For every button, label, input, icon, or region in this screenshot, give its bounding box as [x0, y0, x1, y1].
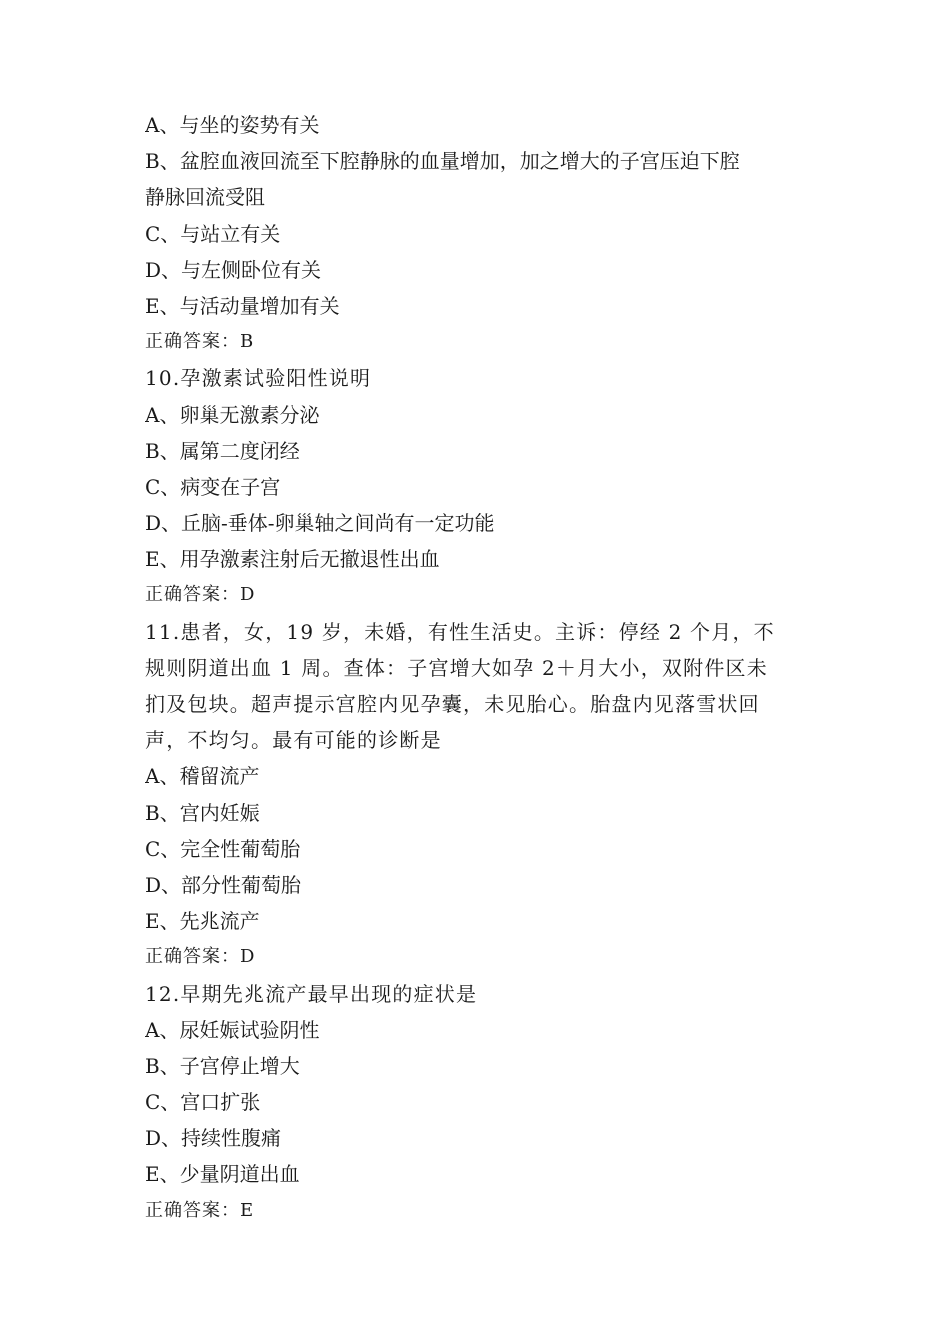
question-stem: 11.患者，女，19 岁，未婚，有性生活史。主诉：停经 2 个月，不 — [145, 619, 775, 644]
answer-line: 正确答案：D — [145, 946, 256, 968]
option-line: D、与左侧卧位有关 — [145, 257, 322, 282]
option-line: A、稽留流产 — [145, 764, 260, 789]
option-line: A、与坐的姿势有关 — [145, 113, 320, 137]
option-line: E、先兆流产 — [145, 909, 260, 934]
option-line: D、持续性腹痛 — [145, 1126, 282, 1151]
answer-line: 正确答案：D — [145, 584, 256, 606]
option-line: 静脉回流受阻 — [145, 185, 265, 210]
answer-line: 正确答案：E — [145, 1199, 255, 1221]
option-line: C、宫口扩张 — [145, 1090, 261, 1115]
answer-line: 正确答案：B — [145, 331, 255, 353]
question-stem: 声，不均匀。最有可能的诊断是 — [145, 728, 442, 753]
document-page — [145, 107, 810, 1229]
option-line: B、子宫停止增大 — [145, 1053, 300, 1078]
option-line: A、卵巢无激素分泌 — [145, 402, 320, 427]
option-line: D、丘脑-垂体-卵巢轴之间尚有一定功能 — [145, 511, 495, 536]
option-line: E、少量阴道出血 — [145, 1162, 300, 1187]
question-stem: 12.早期先兆流产最早出现的症状是 — [145, 981, 478, 1006]
option-line: B、属第二度闭经 — [145, 438, 300, 463]
option-line: B、宫内妊娠 — [145, 800, 260, 825]
option-line: E、与活动量增加有关 — [145, 293, 340, 318]
option-line: E、用孕激素注射后无撤退性出血 — [145, 547, 440, 572]
option-line: B、盆腔血液回流至下腔静脉的血量增加，加之增大的子宫压迫下腔 — [145, 149, 740, 174]
question-stem: 规则阴道出血 1 周。查体：子宫增大如孕 2＋月大小，双附件区未 — [145, 655, 768, 680]
option-line: C、病变在子宫 — [145, 474, 281, 499]
option-line: A、尿妊娠试验阴性 — [145, 1017, 320, 1042]
option-line: C、完全性葡萄胎 — [145, 836, 301, 861]
option-line: C、与站立有关 — [145, 221, 281, 246]
question-stem: 扪及包块。超声提示宫腔内见孕囊，未见胎心。胎盘内见落雪状回 — [145, 692, 760, 716]
option-line: D、部分性葡萄胎 — [145, 872, 302, 897]
question-stem: 10.孕激素试验阳性说明 — [145, 366, 372, 391]
